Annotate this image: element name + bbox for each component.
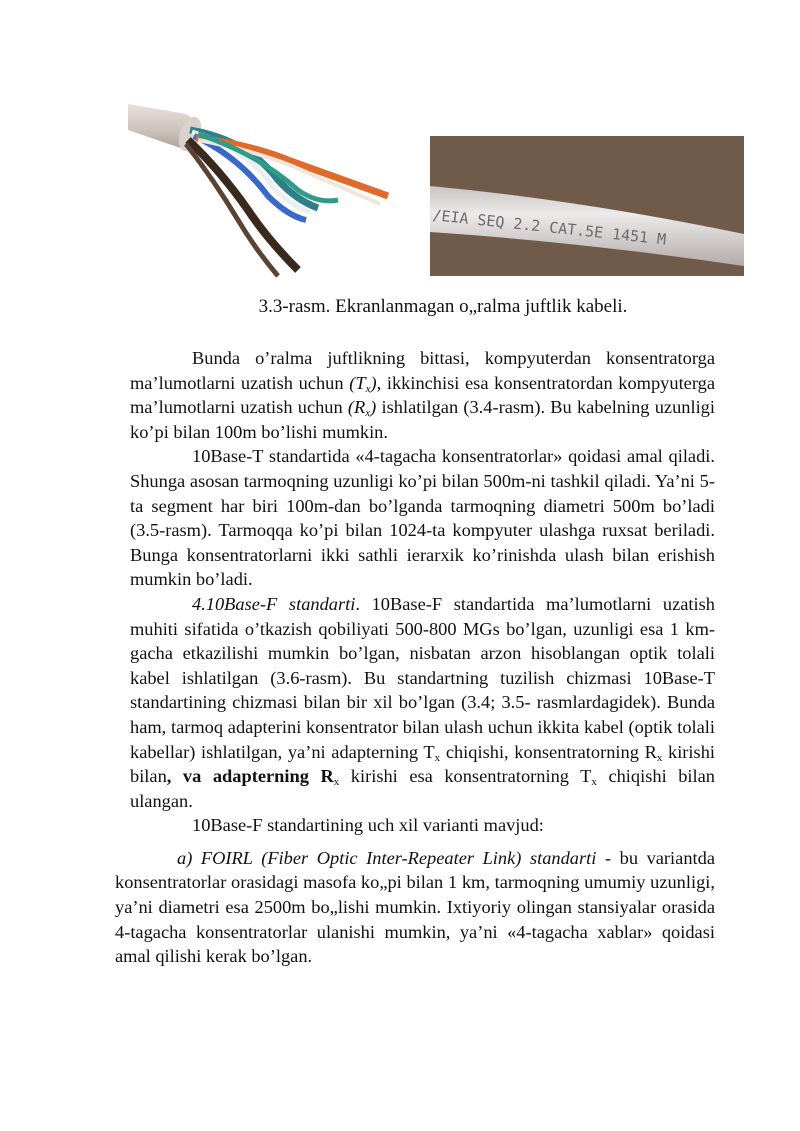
figure-caption: 3.3-rasm. Ekranlanmagan o„ralma juftlik kabeli. [258,296,628,317]
paragraph-3: 4.10Base-F standarti. 10Base-F standartida ma’lumotlarni uzatish muhiti sifatida o’tkazish qobiliyati 500-800 MGs bo’lgan, uzunligi esa 1 km-gacha etkazilishi mumkin bo’lgan, nisbatan arzon hisoblangan optik tolali kabel ishlatilgan (3.6-rasm). Bu standartning tuzilish chizmasi 10Base-T standartining chizmasi bilan bir xil bo’lgan (3.4; 3.5- rasmlardagidek). Bunda ham, tarmoq adapterini konsentrator bilan ulash uchun ikkita kabel (optik tolali kabellar) ishlatilgan, ya’ni adapterning $T_x$ chiqishi, konsentratorning $R_x$ kirishi bilan, va adapterning $R_x$ kirishi esa konsentratorning $T_x$ chiqishi bilan ulangan. [130,593,715,811]
p1-text-c: ishlatilgan (3.4-rasm). Bu kabelning uzunligi ko’pi bilan 100m bo’lishi mumkin. [130,397,715,442]
rx-symbol: $(R_x)$ [347,397,377,420]
subsection-title-foirl: a) FOIRL (Fiber Optic Inter-Repeater Link) standarti [177,847,597,868]
paragraph-2: 10Base-T standartida «4-tagacha konsentratorlar» qoidasi amal qiladi. Shunga asosan tarmoqning uzunligi ko’pi bilan 500m-ni tashkil qiladi. Ya’ni 5-ta segment har biri 100m-dan bo’lganda tarmoqning diametri 500m bo’ladi (3.5-rasm). Tarmoqqa ko’pi bilan 1024-ta kompyuter ulashga ruxsat beriladi. Bunga konsentratorlarni ikki sathli ierarxik ko’rinishda ulash bilan erishish mumkin bo’ladi. [130,446,715,590]
utp-cable-photo [128,100,408,278]
document-body [115,346,715,969]
cable-marking-illustration [430,136,744,276]
p1-text-a: Bunda o’ralma juftlikning bittasi, kompyuterdan konsentratorga ma’lumotlarni uzatish uchun [130,348,715,393]
tx-symbol: $(T_x)$, [349,372,382,395]
paragraph-1 [115,346,715,444]
paragraph-5: a) FOIRL (Fiber Optic Inter-Repeater Link) standarti - bu variantda konsentratorlar orasidagi masofa ko„pi bilan 1 km, tarmoqning umumiy uzunligi, ya’ni diametri esa 2500m bo„lishi mumkin. Ixtiyoriy olingan stansiyalar orasida 4-tagacha konsentratorlar ulanishi mumkin, ya’ni «4-tagacha xablar» qoidasi amal qilishi kerak bo’lgan. [115,847,715,967]
cable-marking-text: /EIA SEQ 2.2 CAT.5E 1451 M [431,206,667,249]
section-title-10base-f: 4.10Base-F standarti [192,593,356,614]
cable-marking-photo [430,136,744,276]
paragraph-4: 10Base-F standartining uch xil varianti mavjud: [192,815,544,836]
p1-text-b: ikkinchisi esa konsentratordan kompyuterga ma’lumotlarni uzatish uchun [130,372,715,418]
